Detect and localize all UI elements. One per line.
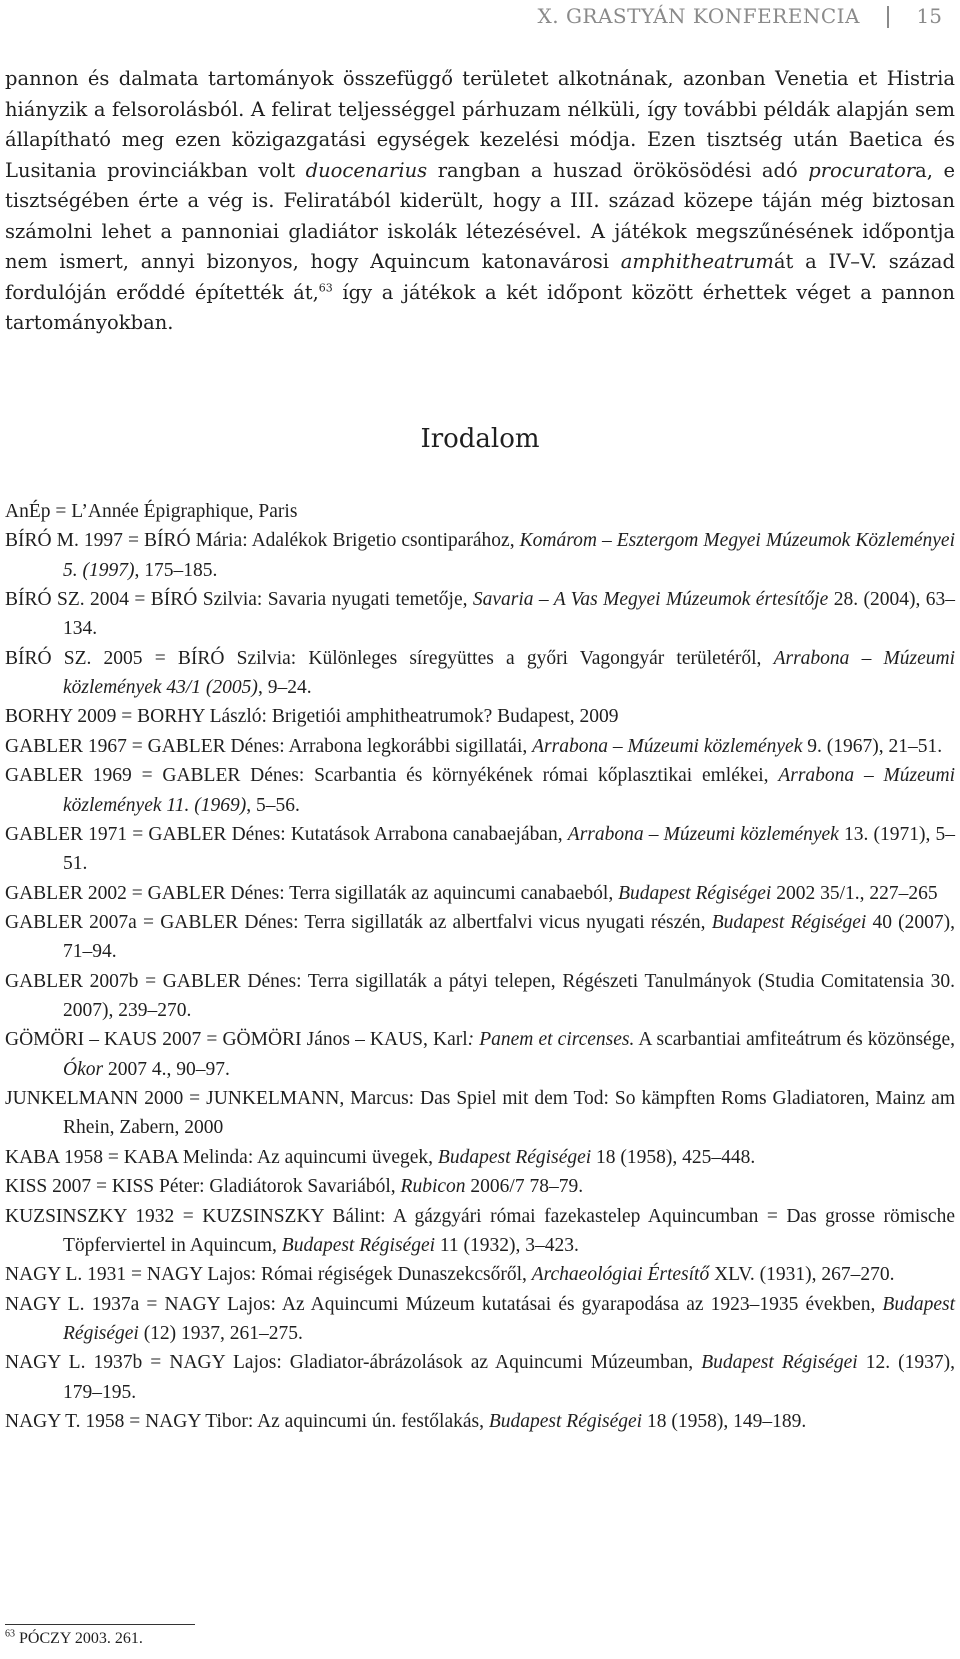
reference-text: 40 (2007), 71–94. bbox=[63, 912, 956, 963]
reference-text: NAGY L. 1937a = NAGY Lajos: Az Aquincumi Múzeum kutatásai és gyarapodása az 1923–1935 években, bbox=[5, 1293, 883, 1315]
reference-text: , 175–185. bbox=[134, 559, 218, 581]
reference-text: 2002 35/1., 227–265 bbox=[771, 882, 938, 904]
reference-text: XLV. (1931), 267–270. bbox=[709, 1264, 895, 1286]
reference-text: BÍRÓ SZ. 2004 = BÍRÓ Szilvia: Savaria nyugati temetője, bbox=[5, 589, 473, 611]
reference-italic: Budapest Régiségei bbox=[437, 1146, 592, 1168]
body-paragraph bbox=[5, 64, 955, 339]
paragraph bbox=[5, 64, 955, 339]
text-run: rangban a huszad örökösödési adó bbox=[427, 158, 809, 182]
text-run: át a IV–V. század fordulóján erőddé építették át, bbox=[5, 250, 955, 304]
reference-entry bbox=[5, 820, 955, 879]
section-heading: Irodalom bbox=[420, 424, 540, 454]
reference-italic: Komárom – Esztergom Megyei Múzeumok Közleményei 5. (1997) bbox=[63, 530, 955, 581]
reference-entry bbox=[5, 761, 955, 820]
reference-entry bbox=[5, 908, 955, 967]
reference-text: , 9–24. bbox=[257, 677, 312, 699]
reference-text: 2007 4., 90–97. bbox=[103, 1058, 230, 1080]
reference-text: NAGY T. 1958 = NAGY Tibor: Az aquincumi ún. festőlakás, bbox=[5, 1410, 489, 1432]
reference-text: BORHY 2009 = BORHY László: Brigetiói amphitheatrumok? Budapest, 2009 bbox=[5, 706, 619, 728]
reference-entry bbox=[5, 1084, 955, 1143]
reference-text: NAGY L. 1937b = NAGY Lajos: Gladiator-ábrázolások az Aquincumi Múzeumban, bbox=[5, 1352, 702, 1374]
reference-text: KABA 1958 = KABA Melinda: Az aquincumi üvegek, bbox=[5, 1146, 438, 1168]
footnote bbox=[5, 1630, 143, 1648]
text-run: így a játékok a két időpont között érhettek véget a pannon tartományokban. bbox=[5, 280, 955, 334]
reference-italic: Arrabona – Múzeumi közlemények 11. (1969) bbox=[63, 765, 955, 816]
reference-italic: Rubicon bbox=[400, 1176, 466, 1198]
reference-text: 9. (1967), 21–51. bbox=[802, 735, 943, 757]
reference-text: BÍRÓ SZ. 2005 = BÍRÓ Szilvia: Különleges síregyüttes a győri Vagongyár területéről, bbox=[5, 647, 774, 669]
reference-italic: Arrabona – Múzeumi közlemények bbox=[532, 735, 803, 757]
page-number: 15 bbox=[916, 4, 942, 28]
reference-text: GABLER 1969 = GABLER Dénes: Scarbantia és környékének római kőplasztikai emlékei, bbox=[5, 765, 779, 787]
reference-text: GABLER 2002 = GABLER Dénes: Terra sigillaták az aquincumi canabaeból, bbox=[5, 882, 619, 904]
reference-text: 2006/7 78–79. bbox=[465, 1176, 584, 1198]
reference-text: 18 (1958), 425–448. bbox=[591, 1146, 756, 1168]
reference-entry bbox=[5, 702, 955, 731]
footnote-ref[interactable]: 63 bbox=[318, 281, 333, 294]
reference-entry bbox=[5, 497, 955, 526]
reference-italic: Budapest Régiségei bbox=[281, 1234, 436, 1256]
reference-italic: Budapest Régiségei bbox=[63, 1293, 955, 1344]
reference-entry bbox=[5, 879, 955, 908]
text-run: pannon és dalmata tartományok összefüggő területet alkotnának, azonban Venetia et Histria hiányzik a felsorolásból. A felirat teljességgel párhuzam nélküli, így további példák alapján sem állapítható meg ezen közigazgatási egységek kezelési módja. Ezen tisztség után Baetica és Lusitania provinciákban volt bbox=[5, 67, 955, 182]
reference-text: 13. (1971), 5–51. bbox=[63, 823, 955, 875]
reference-italic: Arrabona – Múzeumi közlemények 43/1 (2005) bbox=[63, 647, 955, 699]
reference-text: JUNKELMANN 2000 = JUNKELMANN, Marcus: Das Spiel mit dem Tod: So kämpften Roms Gladiatoren, Mainz am Rhein, Zabern, 2000 bbox=[5, 1088, 955, 1139]
reference-italic: Archaeológiai Értesítő bbox=[531, 1264, 710, 1286]
reference-entry bbox=[5, 1348, 955, 1407]
footnote-text: PÓCZY 2003. 261. bbox=[15, 1630, 143, 1647]
reference-italic: Arrabona – Múzeumi közlemények bbox=[567, 823, 839, 845]
running-header bbox=[0, 4, 960, 38]
reference-entry bbox=[5, 1260, 955, 1289]
reference-entry bbox=[5, 1202, 955, 1261]
reference-entry bbox=[5, 1290, 955, 1349]
reference-italic: : Panem et circenses. bbox=[467, 1029, 635, 1051]
reference-entry bbox=[5, 585, 955, 644]
running-title: X. GRASTYÁN KONFERENCIA bbox=[537, 4, 860, 28]
reference-text: GABLER 2007b = GABLER Dénes: Terra sigillaták a pátyi telepen, Régészeti Tanulmányok (Studia Comitatensia 30. 2007), 239–270. bbox=[5, 970, 955, 1021]
reference-text: KISS 2007 = KISS Péter: Gladiátorok Savariából, bbox=[5, 1176, 401, 1198]
footnote-divider bbox=[5, 1624, 195, 1625]
reference-entry bbox=[5, 967, 955, 1026]
reference-text: AnÉp = L’Année Épigraphique, Paris bbox=[5, 501, 298, 522]
reference-italic: Savaria – A Vas Megyei Múzeumok értesítője bbox=[472, 589, 829, 611]
reference-text: KUZSINSZKY 1932 = KUZSINSZKY Bálint: A gázgyári római fazekastelep Aquincumban = Das grosse römische Töpferviertel in Aquincum, bbox=[5, 1205, 955, 1256]
reference-entry bbox=[5, 732, 955, 761]
reference-text: GABLER 1967 = GABLER Dénes: Arrabona legkorábbi sigillatái, bbox=[5, 735, 533, 757]
reference-list bbox=[5, 497, 955, 1436]
reference-text: , 5–56. bbox=[246, 794, 300, 816]
reference-text: 11 (1932), 3–423. bbox=[435, 1234, 579, 1256]
reference-italic: Budapest Régiségei bbox=[711, 912, 867, 933]
reference-entry bbox=[5, 1143, 955, 1172]
italic-term: procurator bbox=[808, 158, 916, 182]
reference-text: GÖMÖRI – KAUS 2007 = GÖMÖRI János – KAUS, Karl bbox=[5, 1029, 468, 1051]
text-run: a, e tisztségében érte a vég is. Feliratából kiderült, hogy a III. század közepe táján még biztosan számolni lehet a pannoniai gladiátor iskolák létezésével. A játékok megszűnésének időpontja nem ismert, annyi bizonyos, hogy Aquincum katonavárosi bbox=[5, 158, 955, 273]
reference-italic: Ókor bbox=[63, 1058, 104, 1080]
footnote-number: 63 bbox=[5, 1628, 15, 1640]
reference-text: 28. (2004), 63–134. bbox=[63, 589, 956, 640]
reference-entry bbox=[5, 1025, 955, 1084]
reference-text: A scarbantiai amfiteátrum és közönsége, bbox=[634, 1029, 955, 1051]
reference-entry bbox=[5, 1172, 955, 1201]
italic-term: duocenarius bbox=[305, 158, 428, 182]
reference-text: NAGY L. 1931 = NAGY Lajos: Római régiségek Dunaszekcsőről, bbox=[5, 1264, 532, 1286]
reference-text: GABLER 1971 = GABLER Dénes: Kutatások Arrabona canabaejában, bbox=[5, 823, 568, 845]
reference-text: (12) 1937, 261–275. bbox=[138, 1322, 303, 1344]
header-separator bbox=[887, 6, 889, 28]
reference-italic: Budapest Régiségei bbox=[701, 1352, 858, 1374]
reference-text: GABLER 2007a = GABLER Dénes: Terra sigillaták az albertfalvi vicus nyugati részén, bbox=[5, 912, 712, 933]
reference-italic: Budapest Régiségei bbox=[488, 1410, 643, 1432]
reference-text: 18 (1958), 149–189. bbox=[642, 1410, 807, 1432]
reference-entry bbox=[5, 526, 955, 585]
reference-italic: Budapest Régiségei bbox=[618, 882, 772, 904]
reference-entry bbox=[5, 1407, 955, 1436]
italic-term: amphitheatrum bbox=[620, 250, 774, 273]
reference-entry bbox=[5, 644, 955, 703]
reference-text: BÍRÓ M. 1997 = BÍRÓ Mária: Adalékok Brigetio csontiparához, bbox=[5, 530, 520, 552]
reference-text: 12. (1937), 179–195. bbox=[63, 1352, 956, 1403]
